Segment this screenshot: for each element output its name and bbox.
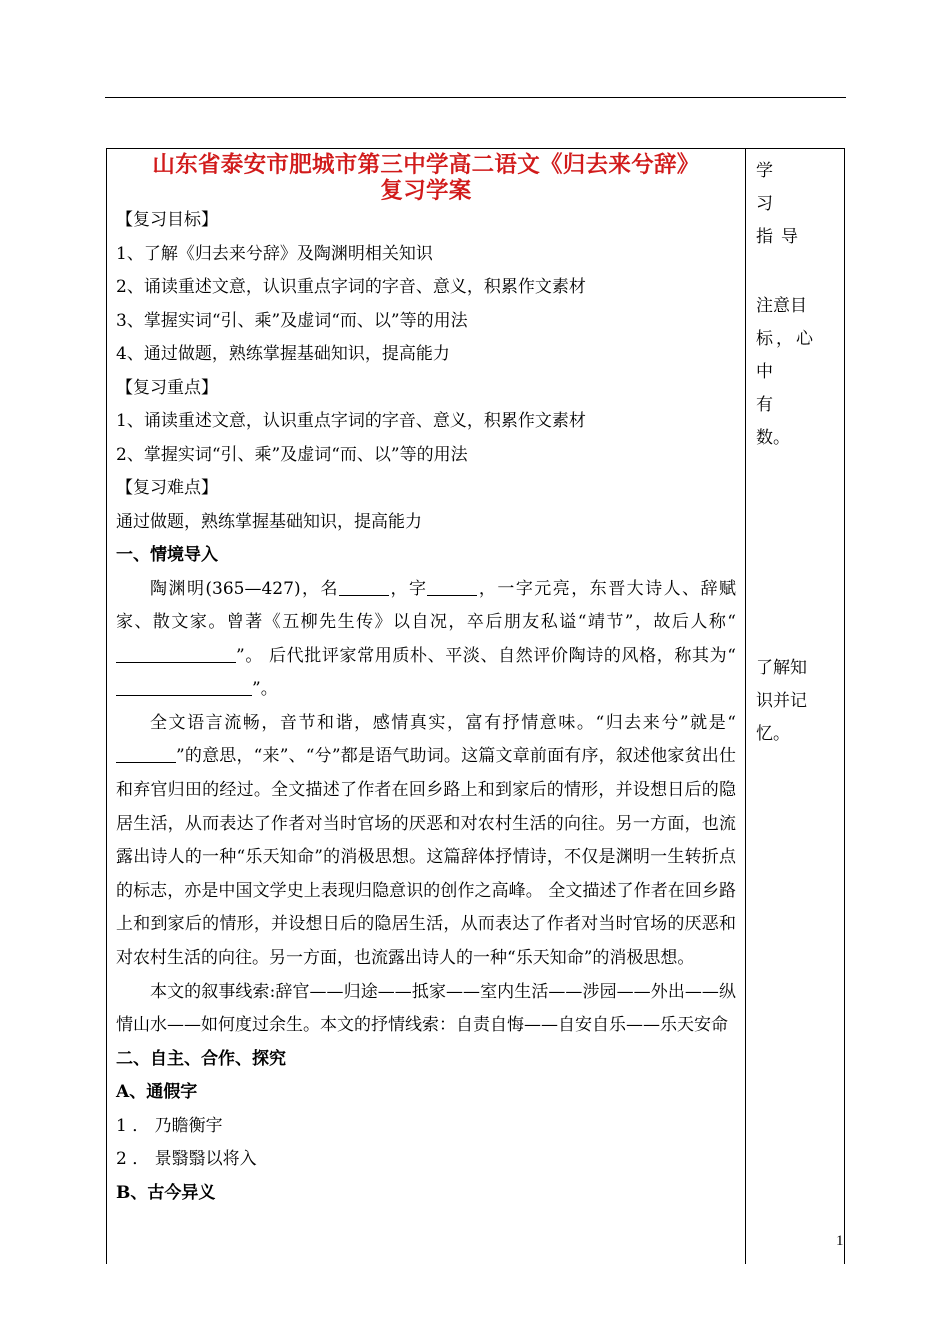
intro-paragraph-2	[116, 707, 736, 976]
fill-blank-zi[interactable]	[427, 575, 477, 596]
title-line-1: 山东省泰安市肥城市第三中学高二语文《归去来兮辞》	[152, 152, 700, 178]
sidebar-note-goals	[756, 290, 826, 455]
intro-text: ，一字元亮，东晋大诗人、辞赋家、散文家。曾著《五柳先生传》以自况，卒后朋友私谥“靖节”，故后人称“	[116, 578, 737, 633]
note-line: 忆。	[756, 724, 790, 744]
intro-text: ”。 后代批评家常用质朴、平淡、自然评价陶诗的风格，称其为“	[236, 645, 736, 666]
note-line: 注意目	[756, 296, 807, 316]
intro-paragraph-1	[116, 573, 736, 707]
difficulty-heading: 【复习难点】	[116, 478, 218, 498]
goal-item: 4、通过做题，熟练掌握基础知识，提高能力	[116, 344, 450, 364]
note-line: 数。	[756, 428, 790, 448]
column-divider	[745, 148, 746, 1264]
goals-heading: 【复习目标】	[116, 210, 218, 230]
difficulty-text: 通过做题，熟练掌握基础知识，提高能力	[116, 511, 422, 532]
fill-blank-title[interactable]	[116, 642, 236, 663]
sidebar-guide-header	[756, 155, 826, 254]
fill-blank-meaning[interactable]	[116, 742, 176, 763]
header-rule	[105, 97, 846, 98]
intro-text: 陶渊明(365—427)，名	[150, 578, 339, 599]
goal-item: 1、了解《归去来兮辞》及陶渊明相关知识	[116, 243, 433, 264]
part1-heading: 一、情境导入	[116, 545, 218, 565]
guide-label-2: 指导	[756, 227, 806, 247]
intro-paragraph-3: 本文的叙事线索:辞官——归途——抵家——室内生活——涉园——外出——纵情山水——如何度过余生。本文的抒情线索：自责自悔——自安自乐——乐天安命	[116, 981, 736, 1036]
intro-text: 全文语言流畅，音节和谐，感情真实，富有抒情意味。“归去来兮”就是“	[150, 712, 736, 733]
tongjiazi-heading: A、通假字	[116, 1082, 198, 1103]
page-number: 1	[836, 1233, 844, 1249]
document-title	[116, 152, 736, 204]
tongjiazi-item: 1 ． 乃瞻衡宇	[116, 1115, 223, 1136]
focus-item: 2、掌握实词“引、乘”及虚词“而、以”等的用法	[116, 444, 468, 465]
intro-text: ，字	[389, 578, 428, 599]
note-line: 中有	[756, 362, 797, 415]
guide-label-1: 学习	[756, 161, 795, 214]
note-line: 识并记	[756, 691, 807, 711]
goal-item: 3、掌握实词“引、乘”及虚词“而、以”等的用法	[116, 310, 468, 331]
fill-blank-style[interactable]	[116, 675, 252, 696]
intro-text: ”的意思，“来”、“兮”都是语气助词。这篇文章前面有序，叙述他家贫出仕和弃官归田的经过。全文描述了作者在回乡路上和到家后的情形，并设想日后的隐居生活，从而表达了作者对当时官场的厌恶和对农村生活的向往。另一方面，也流露出诗人的一种“乐天知命”的消极思想。这篇辞体抒情诗，不仅是渊明一生转折点的标志，亦是中国文学史上表现归隐意识的创作之高峰。 全文描述了作者在回乡路上和到家后的情形，并设想日后的隐居生活，从而表达了作者对当时官场的厌恶和对农村生活的向往。另一方面，也流露出诗人的一种“乐天知命”的消极思想。	[116, 746, 736, 969]
tongjiazi-item: 2 ． 景翳翳以将入	[116, 1149, 257, 1170]
fill-blank-name[interactable]	[339, 575, 389, 596]
focus-item: 1、诵读重述文意，认识重点字词的字音、意义，积累作文素材	[116, 411, 586, 431]
goal-item: 2、诵读重述文意，认识重点字词的字音、意义，积累作文素材	[116, 277, 586, 297]
main-column	[116, 150, 736, 1210]
intro-text: ”。	[252, 679, 278, 700]
title-line-2: 复习学案	[380, 178, 472, 204]
note-line: 标，心	[756, 329, 816, 349]
focus-heading: 【复习重点】	[116, 377, 218, 398]
sidebar-note-knowledge	[756, 652, 826, 751]
gujin-heading: B、古今异义	[116, 1182, 216, 1203]
part2-heading: 二、自主、合作、探究	[116, 1048, 286, 1069]
note-line: 了解知	[756, 658, 807, 678]
